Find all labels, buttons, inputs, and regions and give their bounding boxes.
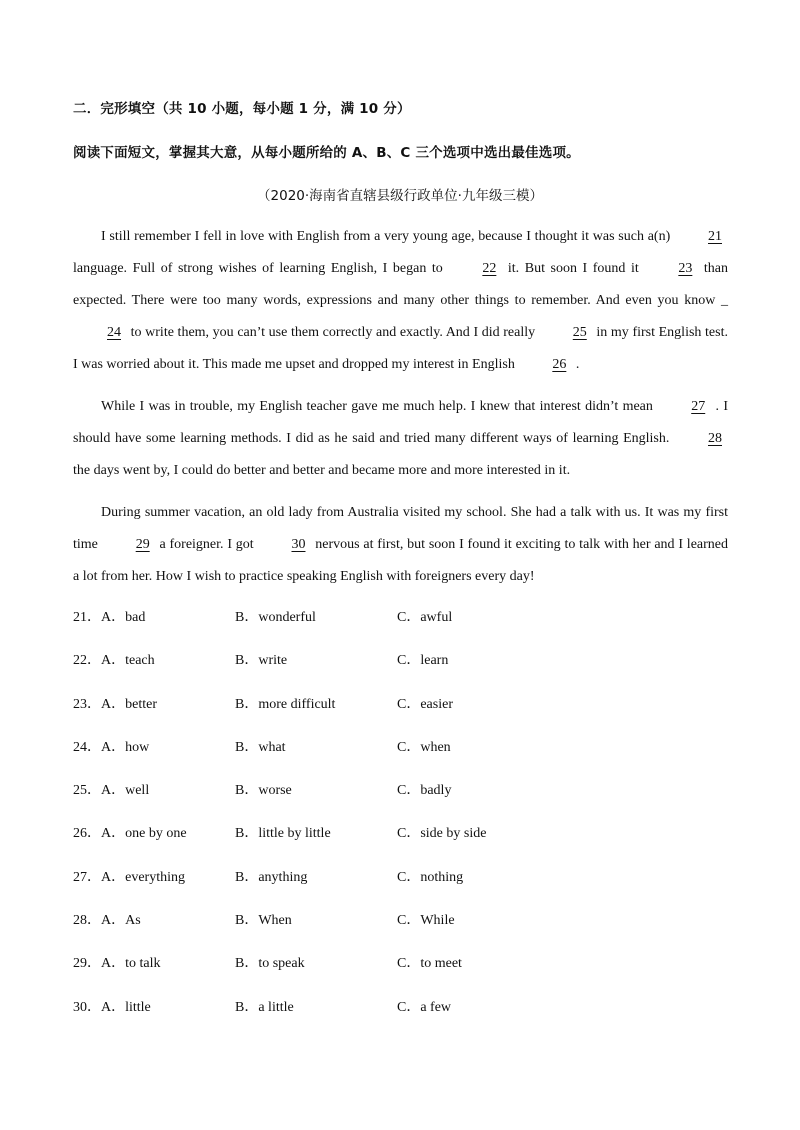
question-number: 22． [73,653,101,669]
passage-text: nervous at first, but soon I found it exciting to talk with her and I learned a lot from her. How I wish to practice speaking English with foreigners every day! [73,537,728,584]
option-b: B．what [235,739,286,755]
option-a: 26．A．one by one [73,826,187,842]
option-a: 30．A．little [73,999,151,1015]
passage-text: in my first English test. I was worried about it. This made me upset and dropped my interest in English [73,325,728,372]
blank-24: 24 [107,325,121,340]
option-c: C．when [397,739,451,755]
passage-text: to write them, you can’t use them correctly and exactly. And I did really [127,325,539,340]
passage-paragraph-1 [73,221,728,381]
option-c: C．While [397,913,455,929]
option-b: B．anything [235,869,308,885]
blank-26: 26 [552,357,567,372]
option-a: 22．A．teach [73,653,155,669]
question-number: 29． [73,956,101,972]
passage-text: it. But soon I found it [502,261,645,276]
blank-21: 21 [708,229,722,244]
option-a: 25．A．well [73,783,150,799]
question-number: 30． [73,999,101,1015]
option-b: B．write [235,653,288,669]
passage-text: During summer vacation, an old lady from Australia visited my school. She had a talk with us. It was my first time [73,505,728,552]
passage-text: a foreigner. I got [155,537,258,552]
question-options-list [73,606,728,1039]
question-number: 21． [73,610,101,625]
passage-paragraph-2 [73,391,728,487]
option-c: C．to meet [397,956,462,972]
question-number: 26． [73,826,101,842]
question-number: 25． [73,783,101,799]
option-a: 28．A．As [73,913,141,929]
option-c: C．awful [397,610,453,625]
option-c: C．badly [397,783,452,799]
option-a: 21．A．bad [73,610,146,625]
question-row [73,952,728,995]
question-number: 27． [73,869,101,885]
option-b: B．a little [235,999,294,1015]
question-row [73,779,728,822]
passage-text: I still remember I fell in love with English from a very young age, because I thought it was such a(n) [101,229,674,244]
option-b: B．to speak [235,956,305,972]
passage-text: the days went by, I could do better and better and became more and more interested in it. [73,463,571,478]
option-b: B．When [235,913,292,929]
instruction-text: 阅读下面短文，掌握其大意，从每小题所给的 A、B、C 三个选项中选出最佳选项。 [73,145,580,161]
option-b: B．wonderful [235,610,316,625]
passage-text: language. Full of strong wishes of learning English, I began to [73,261,449,276]
option-a: 23．A．better [73,696,157,712]
question-number: 23． [73,696,101,712]
question-number: 24． [73,739,101,755]
blank-29: 29 [135,537,150,552]
passage-text: . I should have some learning methods. I did as he said and tried many different ways of learning English. [73,399,728,446]
passage-text: . [572,357,580,372]
option-a: 27．A．everything [73,869,185,885]
option-c: C．nothing [397,869,464,885]
passage-paragraph-3 [73,497,728,593]
question-row [73,909,728,952]
blank-27: 27 [691,399,706,414]
question-row [73,693,728,736]
option-a: 24．A．how [73,739,150,755]
paragraph-text [73,391,728,487]
blank-23: 23 [678,261,693,276]
question-row [73,822,728,865]
blank-28: 28 [708,431,722,446]
paragraph-text [73,221,728,381]
question-row [73,736,728,779]
question-row [73,996,728,1039]
blank-22: 22 [482,261,497,276]
option-c: C．side by side [397,826,487,842]
option-b: B．worse [235,783,292,799]
question-row [73,606,728,649]
blank-30: 30 [291,537,306,552]
option-c: C．a few [397,999,452,1015]
passage-text: than expected. There were too many words, expressions and many other things to remember. And even you know _ [73,261,729,308]
question-row [73,866,728,909]
blank-25: 25 [572,325,587,340]
option-b: B．more difficult [235,696,336,712]
option-c: C．learn [397,653,449,669]
question-number: 28． [73,913,101,929]
question-row [73,649,728,692]
paragraph-text [73,497,728,593]
section-title: 二．完形填空（共 10 小题，每小题 1 分，满 10 分） [73,101,411,117]
option-a: 29．A．to talk [73,956,161,972]
option-b: B．little by little [235,826,331,842]
option-c: C．easier [397,696,453,712]
source-citation: （2020·海南省直辖县级行政单位·九年级三模） [257,188,543,204]
passage-text: While I was in trouble, my English teacher gave me much help. I knew that interest didn’t mean [101,399,658,414]
